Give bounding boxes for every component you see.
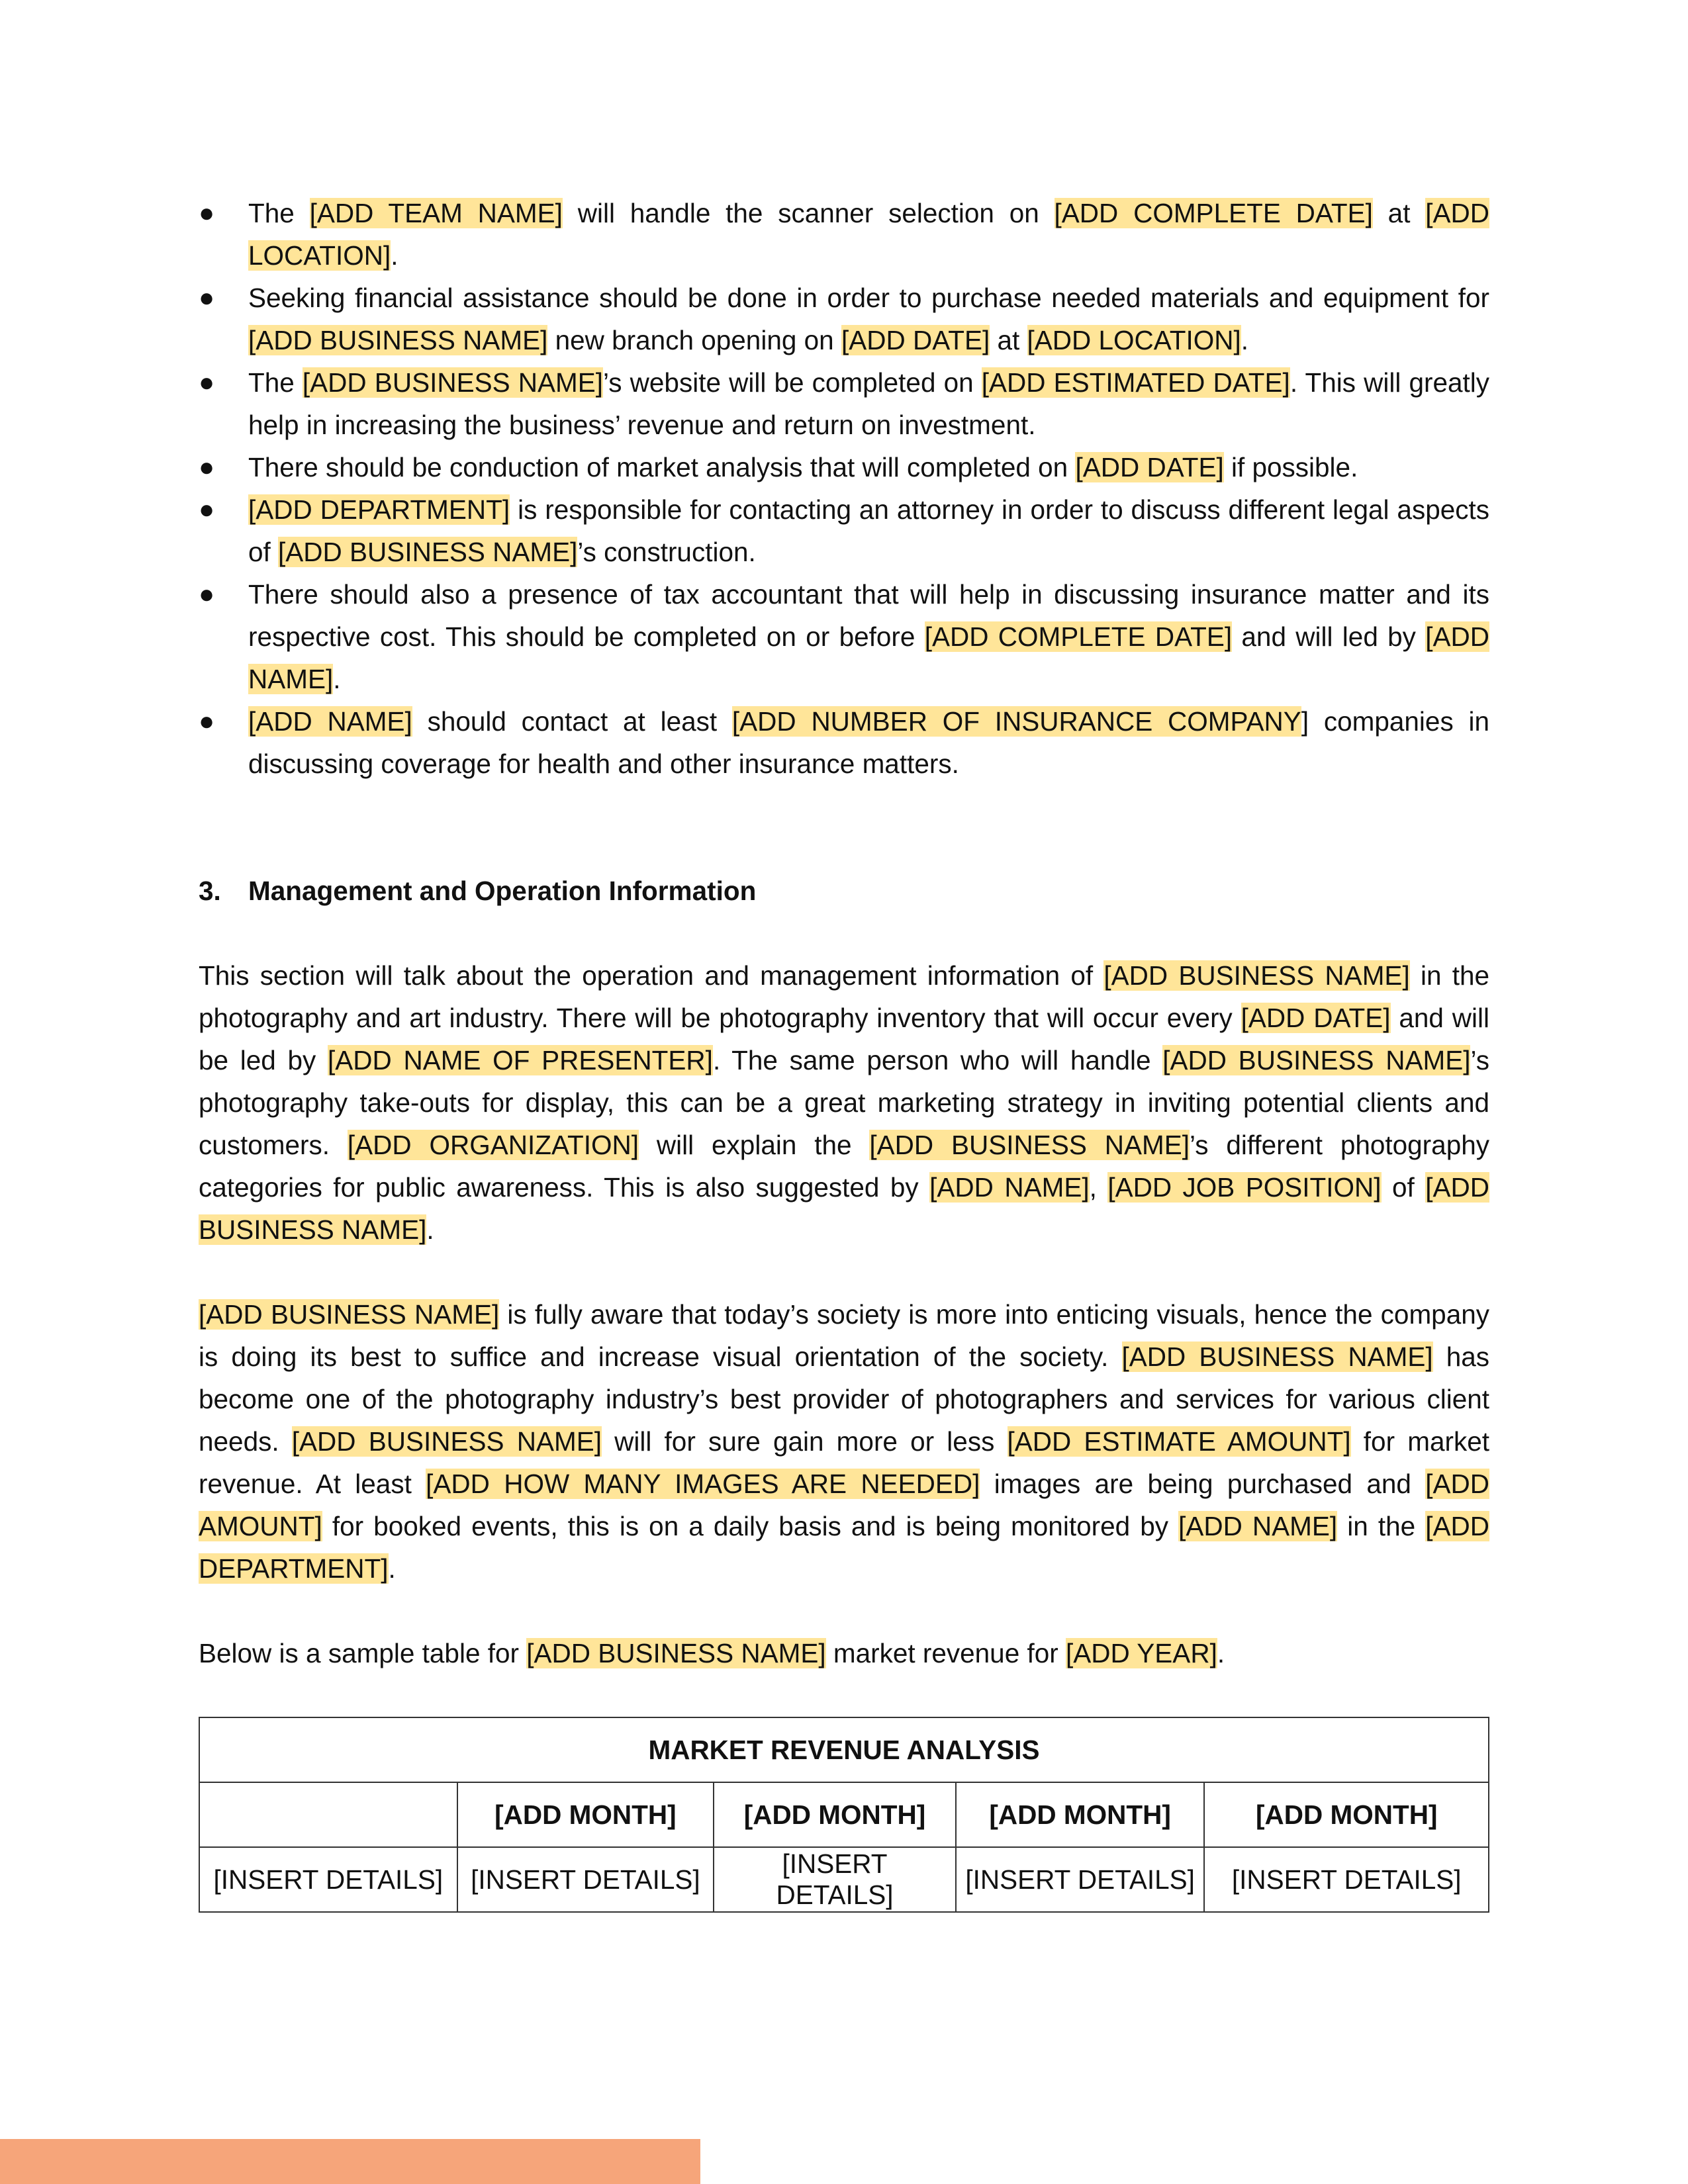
text-run: . — [426, 1214, 434, 1245]
bullet-icon: ● — [199, 495, 215, 524]
placeholder-field: [ADD DEPARTMENT] — [248, 494, 510, 525]
placeholder-field: [ADD NAME] — [248, 621, 1489, 694]
text-run: . — [388, 1553, 396, 1584]
placeholder-field: [ADD BUSINESS NAME] — [1121, 1342, 1433, 1372]
text-run: Below is a sample table for — [199, 1638, 527, 1668]
placeholder-field: [ADD NAME OF PRESENTER] — [328, 1045, 713, 1075]
table-cell: [INSERT DETAILS] — [714, 1847, 956, 1912]
body-paragraph — [199, 954, 1489, 1251]
text-run: in the photography and art industry. There will be photography inventory that will occur every — [199, 960, 1490, 1033]
text-run: ’s website will be completed on — [603, 367, 982, 398]
table-header-cell: [ADD MONTH] — [1204, 1782, 1489, 1847]
placeholder-field: [ADD BUSINESS NAME] — [291, 1426, 602, 1457]
text-run: and will led by — [1232, 621, 1426, 652]
placeholder-field: [ADD DATE] — [841, 325, 990, 355]
placeholder-field: [ADD JOB POSITION] — [1107, 1172, 1382, 1203]
placeholder-field: [ADD BUSINESS NAME] — [1103, 960, 1410, 991]
bullet-icon: ● — [199, 199, 215, 228]
bullet-icon: ● — [199, 707, 215, 736]
section-number: 3. — [199, 876, 221, 906]
text-run: in the — [1337, 1511, 1426, 1541]
placeholder-field: [ADD NAME] — [929, 1172, 1090, 1203]
list-item — [199, 277, 1489, 361]
bullet-icon: ● — [199, 453, 215, 482]
table-title: MARKET REVENUE ANALYSIS — [199, 1717, 1489, 1782]
text-run: if possible. — [1223, 452, 1358, 482]
text-run: at — [1372, 198, 1426, 228]
text-run: ’s construction. — [577, 537, 756, 567]
text-run: . — [1241, 325, 1249, 355]
table-header-cell — [199, 1782, 457, 1847]
table-header-row — [199, 1782, 1489, 1847]
text-run: . — [1217, 1638, 1225, 1668]
text-run: . This will greatly help in increasing the business’ revenue and return on investment. — [248, 367, 1490, 440]
text-run: The — [248, 198, 310, 228]
text-run: The — [248, 367, 303, 398]
text-run: is responsible for contacting an attorney in order to discuss different legal aspects of — [248, 494, 1489, 567]
bullet-icon: ● — [199, 283, 215, 312]
placeholder-field: [ADD DATE] — [1241, 1003, 1391, 1033]
body-paragraph — [199, 1293, 1489, 1590]
text-run: images are being purchased and — [980, 1469, 1426, 1499]
body-paragraph — [199, 1632, 1489, 1674]
text-run: . — [333, 664, 341, 694]
body-paragraphs — [199, 954, 1489, 1674]
placeholder-field: [ADD YEAR] — [1066, 1638, 1217, 1668]
table-cell: [INSERT DETAILS] — [956, 1847, 1205, 1912]
placeholder-field: [ADD BUSINESS NAME] — [199, 1299, 500, 1330]
text-run: There should also a presence of tax accountant that will help in discussing insurance matter and its respective cost. This should be completed on or before — [248, 579, 1489, 652]
table-header-cell: [ADD MONTH] — [714, 1782, 956, 1847]
placeholder-field: [ADD AMOUNT] — [199, 1469, 1489, 1541]
table-cell: [INSERT DETAILS] — [457, 1847, 714, 1912]
text-run: ’s different photography categories for public awareness. This is also suggested by — [199, 1130, 1489, 1203]
placeholder-field: [ADD LOCATION] — [248, 198, 1490, 271]
table-cell: [INSERT DETAILS] — [199, 1847, 457, 1912]
text-run: This section will talk about the operation and management information of — [199, 960, 1104, 991]
footer-accent-bar — [0, 2139, 700, 2184]
action-items-list — [199, 192, 1489, 785]
text-run: . The same person who will handle — [712, 1045, 1163, 1075]
market-revenue-table — [199, 1717, 1489, 1913]
placeholder-field: [ADD NAME] — [248, 706, 412, 737]
text-run: market revenue for — [825, 1638, 1066, 1668]
text-run: has become one of the photography industry’s best provider of photographers and services for various client needs. — [199, 1342, 1489, 1457]
table-cell: [INSERT DETAILS] — [1204, 1847, 1489, 1912]
text-run: , — [1089, 1172, 1108, 1203]
text-run: ] companies in discussing coverage for health and other insurance matters. — [248, 706, 1489, 779]
list-item — [199, 361, 1489, 446]
list-item — [199, 488, 1489, 573]
placeholder-field: [ADD BUSINESS NAME] — [199, 1172, 1490, 1245]
document-page — [199, 192, 1489, 1913]
table-header-cell: [ADD MONTH] — [457, 1782, 714, 1847]
placeholder-field: [ADD BUSINESS NAME] — [302, 367, 604, 398]
text-run: of — [1381, 1172, 1426, 1203]
placeholder-field: [ADD LOCATION] — [1027, 325, 1241, 355]
text-run: will explain the — [639, 1130, 870, 1160]
text-run: at — [990, 325, 1027, 355]
placeholder-field: [ADD BUSINESS NAME] — [1162, 1045, 1471, 1075]
placeholder-field: [ADD BUSINESS NAME] — [526, 1638, 826, 1668]
section-heading — [199, 870, 1489, 912]
placeholder-field: [ADD DEPARTMENT] — [199, 1511, 1489, 1584]
placeholder-field: [ADD DATE] — [1075, 452, 1224, 482]
text-run: and will be led by — [199, 1003, 1489, 1075]
placeholder-field: [ADD BUSINESS NAME] — [248, 325, 548, 355]
list-item — [199, 192, 1489, 277]
bullet-icon: ● — [199, 580, 215, 609]
placeholder-field: [ADD ESTIMATED DATE] — [981, 367, 1290, 398]
text-run: will handle the scanner selection on — [562, 198, 1055, 228]
text-run: for market revenue. At least — [199, 1426, 1490, 1499]
text-run: will for sure gain more or less — [601, 1426, 1008, 1457]
list-item — [199, 700, 1489, 785]
placeholder-field: [ADD NAME] — [1178, 1511, 1338, 1541]
section-title: Management and Operation Information — [248, 876, 757, 906]
table-row — [199, 1847, 1489, 1912]
placeholder-field: [ADD TEAM NAME] — [309, 198, 563, 228]
text-run: new branch opening on — [547, 325, 841, 355]
placeholder-field: [ADD BUSINESS NAME] — [278, 537, 578, 567]
text-run: is fully aware that today’s society is more into enticing visuals, hence the company is doing its best to suffice and increase visual orientation of the society. — [199, 1299, 1490, 1372]
table-header-cell: [ADD MONTH] — [956, 1782, 1205, 1847]
list-item — [199, 446, 1489, 488]
placeholder-field: [ADD BUSINESS NAME] — [869, 1130, 1190, 1160]
placeholder-field: [ADD HOW MANY IMAGES ARE NEEDED] — [426, 1469, 980, 1499]
text-run: Seeking financial assistance should be done in order to purchase needed materials and equipment for — [248, 283, 1489, 313]
placeholder-field: [ADD COMPLETE DATE] — [1054, 198, 1373, 228]
bullet-icon: ● — [199, 368, 215, 397]
placeholder-field: [ADD NUMBER OF INSURANCE COMPANY — [731, 706, 1301, 737]
text-run: should contact at least — [412, 706, 732, 737]
list-item — [199, 573, 1489, 700]
placeholder-field: [ADD ORGANIZATION] — [347, 1130, 639, 1160]
text-run: for booked events, this is on a daily basis and is being monitored by — [322, 1511, 1179, 1541]
text-run: There should be conduction of market analysis that will completed on — [248, 452, 1076, 482]
text-run: ’s photography take-outs for display, this can be a great marketing strategy in inviting potential clients and customers. — [199, 1045, 1489, 1160]
text-run: . — [391, 240, 399, 271]
placeholder-field: [ADD COMPLETE DATE] — [924, 621, 1233, 652]
placeholder-field: [ADD ESTIMATE AMOUNT] — [1007, 1426, 1351, 1457]
